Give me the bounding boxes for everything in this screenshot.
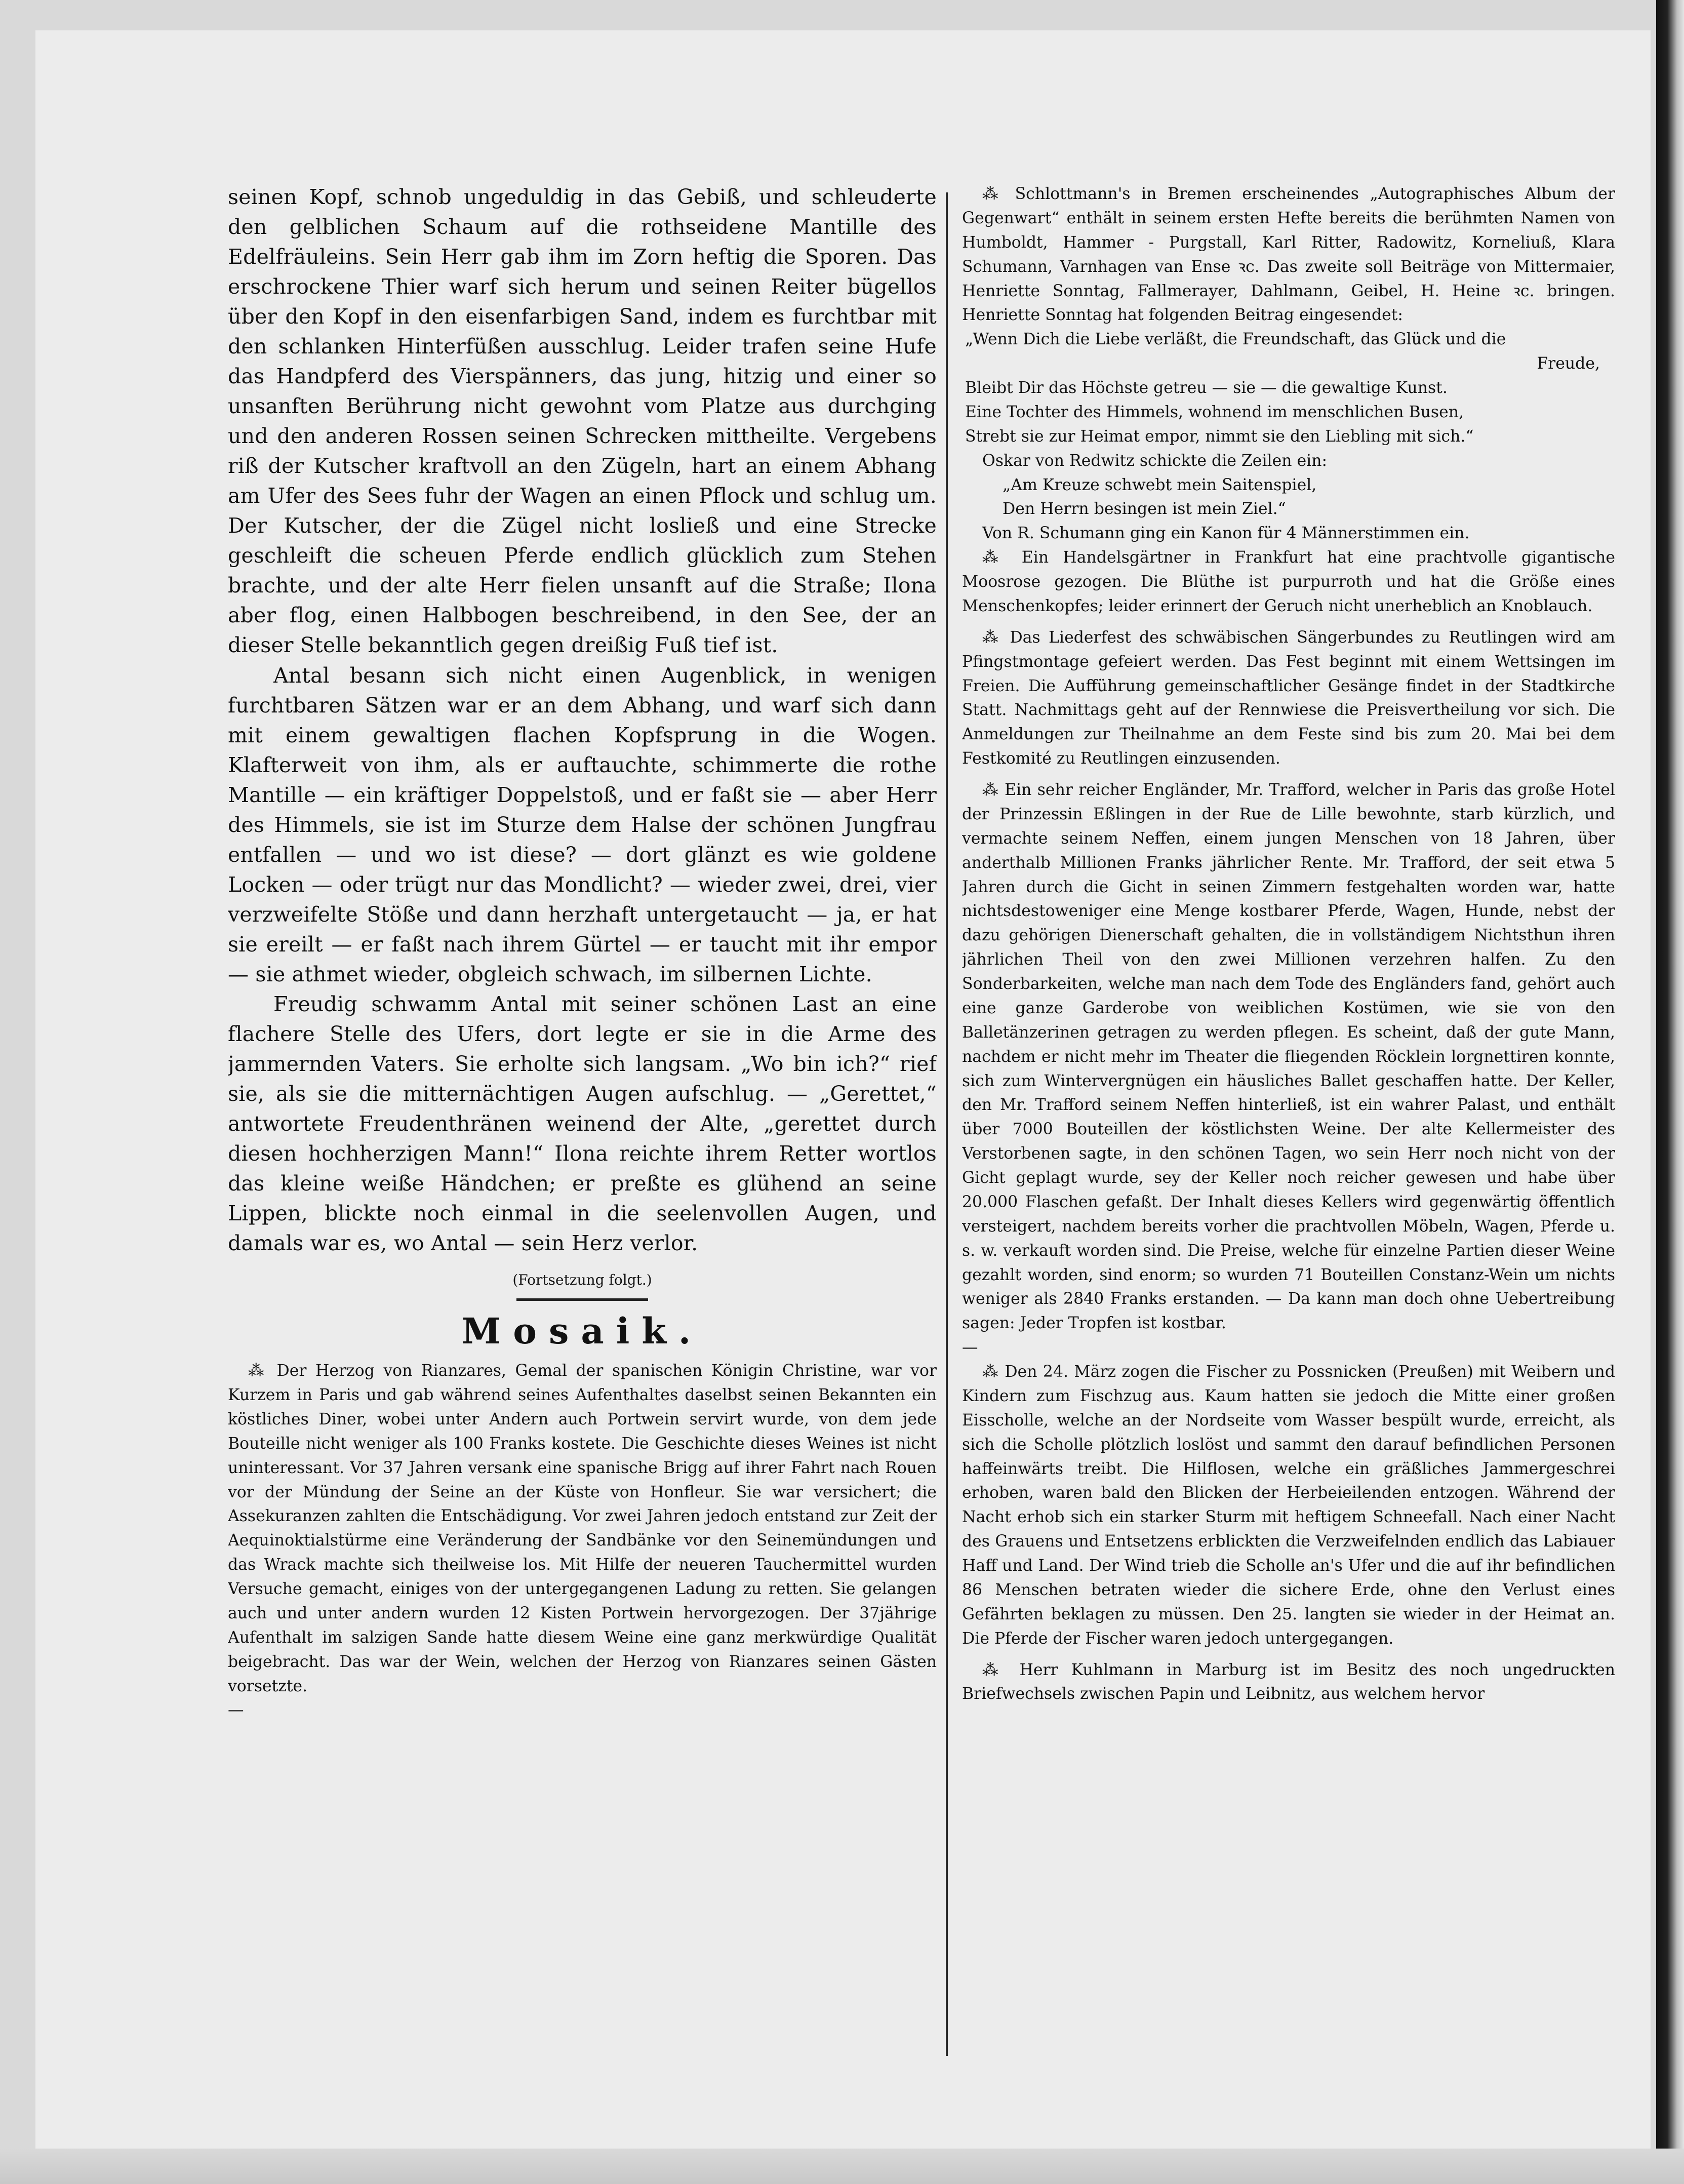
verse-line: Strebt sie zur Heimat empor, nimmt sie den Liebling mit sich.“	[965, 427, 1474, 446]
mosaic-text: Von R. Schumann ging ein Kanon für 4 Männerstimmen ein.	[982, 524, 1470, 543]
verse-line: Den Herrn besingen ist mein Ziel.“	[1003, 500, 1286, 519]
story-paragraph: seinen Kopf, schnob ungeduldig in das Gebiß, und schleuderte den gelblichen Schaum auf die rothseidene Mantille des Edelfräuleins. Sein Herr gab ihm im Zorn heftig die Sporen. Das erschrockene Thier warf sich herum und seinen Reiter bügellos über den Kopf in den eisenfarbigen Sand, indem es furchtbar mit den schlanken Hinterfüßen ausschlug. Leider trafen seine Hufe das Handpferd des Vierspänners, das jung, hitzig und einer so unsanften Berührung nicht gewohnt vom Platze aus durchging und den anderen Rossen seinen Schrecken mittheilte. Vergebens riß der Kutscher kraftvoll an den Zügeln, hart an einem Abhang am Ufer des Sees fuhr der Wagen an einen Pflock und schlug um. Der Kutscher, der die Zügel nicht losließ und eine Strecke geschleift die scheuen Pferde endlich glücklich zum Stehen brachte, und der alte Herr fielen unsanft auf die Straße; Ilona aber flog, einen Halbbogen beschreibend, in den See, der an dieser Stelle bekanntlich gegen dreißig Fuß tief ist.	[228, 185, 937, 658]
item-end-dash: —	[228, 1701, 244, 1720]
mosaic-item: ⁂ Den 24. März zogen die Fischer zu Possnicken (Preußen) mit Weibern und Kindern zum Fischzug aus. Kaum hatten sie jedoch die Mitte einer großen Eisscholle, welche an der Nordseite vom Wasser bespült wurde, erreicht, als sich die Scholle plötzlich loslöst und sammt den darauf befindlichen Personen haffeinwärts treibt. Die Hilflosen, welche ein gräßliches Jammergeschrei erhoben, waren bald den Blicken der Herbeieilenden entzogen. Während der Nacht erhob sich ein starker Sturm mit heftigem Schneefall. Nach einer Nacht des Grauens und Entsetzens erblickten die Verzweifelnden endlich das Labiauer Haff und Land. Der Wind trieb die Scholle an's Ufer und die auf ihr befindlichen 86 Menschen betraten wieder die sichere Erde, ohne den Verlust eines Gefährten beklagen zu müssen. Den 25. langten sie wieder in der Heimat an. Die Pferde der Fischer waren jedoch untergegangen.	[962, 1363, 1615, 1648]
mosaic-item: ⁂ Ein Handelsgärtner in Frankfurt hat eine prachtvolle gigantische Moosrose gezogen. Die Blüthe ist purpurroth und hat die Größe eines Menschenkopfes; leider erinnert der Geruch nicht unerheblich an Knoblauch.	[962, 548, 1615, 615]
story-paragraph: Antal besann sich nicht einen Augenblick, in wenigen furchtbaren Sätzen war er an dem Abhang, und warf sich dann mit einem gewaltigen flachen Kopfsprung in die Wogen. Klafterweit von ihm, als er auftauchte, schimmerte die rothe Mantille — ein kräftiger Doppelstoß, und er faßt sie — aber Herr des Himmels, sie ist im Sturze dem Halse der schönen Jungfrau entfallen — und wo ist diese? — dort glänzt es wie goldene Locken — oder trügt nur das Mondlicht? — wieder zwei, drei, vier verzweifelte Stöße und dann herzhaft untergetaucht — ja, er hat sie ereilt — er faßt nach ihrem Gürtel — er taucht mit ihr empor — sie athmet wieder, obgleich schwach, im silbernen Lichte.	[228, 663, 937, 986]
section-divider	[516, 1298, 648, 1301]
verse-line: Eine Tochter des Himmels, wohnend im menschlichen Busen,	[965, 403, 1464, 421]
verse-line: Freude,	[1537, 354, 1600, 373]
mosaic-item: ⁂ Herr Kuhlmann in Marburg ist im Besitz des noch ungedruckten Briefwechsels zwischen Papin und Leibnitz, aus welchem hervor	[962, 1660, 1615, 1703]
mosaic-text: Oskar von Redwitz schickte die Zeilen ein:	[982, 451, 1328, 470]
story-paragraph: Freudig schwamm Antal mit seiner schönen Last an eine flachere Stelle des Ufers, dort legte er sie in die Arme des jammernden Vaters. Sie erholte sich langsam. „Wo bin ich?“ rief sie, als sie die mitternächtigen Augen aufschlug. — „Gerettet,“ antwortete Freudenthränen weinend der Alte, „gerettet durch diesen hochherzigen Mann!“ Ilona reichte ihrem Retter wortlos das kleine weiße Händchen; er preßte es glühend an seine Lippen, blickte noch einmal in die seelenvollen Augen, und damals war es, wo Antal — sein Herz verlor.	[228, 991, 937, 1256]
verse-line: „Wenn Dich die Liebe verläßt, die Freundschaft, das Glück und die	[965, 330, 1506, 349]
continuation-note: (Fortsetzung folgt.)	[512, 1272, 652, 1289]
section-heading: Mosaik.	[461, 1310, 703, 1353]
mosaic-items-right	[962, 182, 1615, 1706]
column-rule	[946, 192, 948, 2056]
verse-line: Bleibt Dir das Höchste getreu — sie — die gewaltige Kunst.	[965, 379, 1448, 397]
mosaic-item: ⁂ Schlottmann's in Bremen erscheinendes „Autographisches Album der Gegenwart“ enthält in seinem ersten Hefte bereits die berühmten Namen von Humboldt, Hammer - Purgstall, Karl Ritter, Radowitz, Korneliuß, Klara Schumann, Varnhagen van Ense ꝛc. Das zweite soll Beiträge von Mittermaier, Henriette Sonntag, Fallmerayer, Dahlmann, Geibel, H. Heine ꝛc. bringen. Henriette Sonntag hat folgenden Beitrag eingesendet:	[962, 185, 1615, 325]
scan-border	[0, 2149, 1684, 2184]
right-column	[962, 182, 1615, 2066]
mosaic-items-left	[228, 1359, 937, 1723]
story-text	[228, 182, 937, 1258]
mosaic-item: ⁂ Der Herzog von Rianzares, Gemal der spanischen Königin Christine, war vor Kurzem in Paris und gab während seines Aufenthaltes daselbst seinen Bekannten ein köstliches Diner, wobei unter Andern auch Portwein servirt wurde, von dem jede Bouteille nicht weniger als 100 Franks kostete. Die Geschichte dieses Weines ist nicht uninteressant. Vor 37 Jahren versank eine spanische Brigg auf ihrer Fahrt nach Rouen vor der Mündung der Seine an der Küste von Honfleur. Sie war versichert; die Assekuranzen zahlten die Entschädigung. Vor zwei Jahren jedoch entstand zur Zeit der Aequinoktialstürme eine Veränderung der Sandbänke vor den Seinemündungen und das Wrack machte sich theilweise los. Mit Hilfe der neueren Tauchermittel wurden Versuche gemacht, einiges von der untergegangenen Ladung zu retten. Sie gelangen auch und unter andern wurden 12 Kisten Portwein hervorgezogen. Der 37jährige Aufenthalt im salzigen Sande hatte diesem Weine eine ganz merkwürdige Qualität beigebracht. Das war der Wein, welchen der Herzog von Rianzares seinen Gästen vorsetzte.	[228, 1362, 937, 1695]
page-edge-shadow	[1656, 0, 1684, 2184]
newspaper-page	[35, 30, 1651, 2150]
mosaic-item: ⁂ Ein sehr reicher Engländer, Mr. Trafford, welcher in Paris das große Hotel der Prinzessin Eßlingen in der Rue de Lille bewohnte, starb kürzlich, und vermachte seinem Neffen, einem jungen Menschen von 18 Jahren, über anderthalb Millionen Franks jährlicher Rente. Mr. Trafford, der seit etwa 5 Jahren durch die Gicht in seinen Zimmern festgehalten worden war, hatte nichtsdestoweniger eine Menge kostbarer Pferde, Wagen, Hunde, nebst der dazu gehörigen Dienerschaft gehalten, die in vollständigem Nichtsthun ihren jährlichen Theil von den zwei Millionen verzehren halfen. Zu den Sonderbarkeiten, welche man nach dem Tode des Engländers fand, gehört auch eine ganze Garderobe von weiblichen Kostümen, wie sie von den Balletänzerinen getragen zu werden pflegen. Es scheint, daß der gute Mann, nachdem er nicht mehr im Theater die fliegenden Röcklein lorgnettiren konnte, sich zum Wintervergnügen ein häusliches Ballet geschaffen hatte. Der Keller, den Mr. Trafford seinem Neffen hinterließ, ist ein wahrer Palast, und enthält über 7000 Bouteillen der köstlichsten Weine. Der alte Kellermeister des Verstorbenen sagte, in den schönen Tagen, wo sein Herr noch nicht von der Gicht geplagt wurde, sey der Keller noch reicher gewesen und habe über 20.000 Flaschen gefaßt. Der Inhalt dieses Kellers wird gegenwärtig öffentlich versteigert, nachdem bereits vorher die prachtvollen Möbeln, Wagen, Pferde u. s. w. verkauft worden sind. Die Preise, welche für einzelne Partien dieser Weine gezahlt worden, sind enorm; so wurden 71 Bouteillen Constanz-Wein um nichts weniger als 2840 Franks erstanden. — Da kann man doch ohne Uebertreibung sagen: Jeder Tropfen ist kostbar.	[962, 781, 1615, 1333]
item-end-dash: —	[962, 1338, 978, 1357]
left-column	[228, 182, 937, 2066]
mosaic-item: ⁂ Das Liederfest des schwäbischen Sängerbundes zu Reutlingen wird am Pfingstmontage gefeiert werden. Das Fest beginnt mit einem Wettsingen im Freien. Die Aufführung gemeinschaftlicher Gesänge findet in der Stadtkirche Statt. Nachmittags geht auf der Rennwiese die Preisvertheilung vor sich. Die Anmeldungen zur Theilnahme an dem Feste sind bis zum 20. Mai bei dem Festkomité zu Reutlingen einzusenden.	[962, 628, 1615, 768]
verse-line: „Am Kreuze schwebt mein Saitenspiel,	[1003, 475, 1317, 494]
